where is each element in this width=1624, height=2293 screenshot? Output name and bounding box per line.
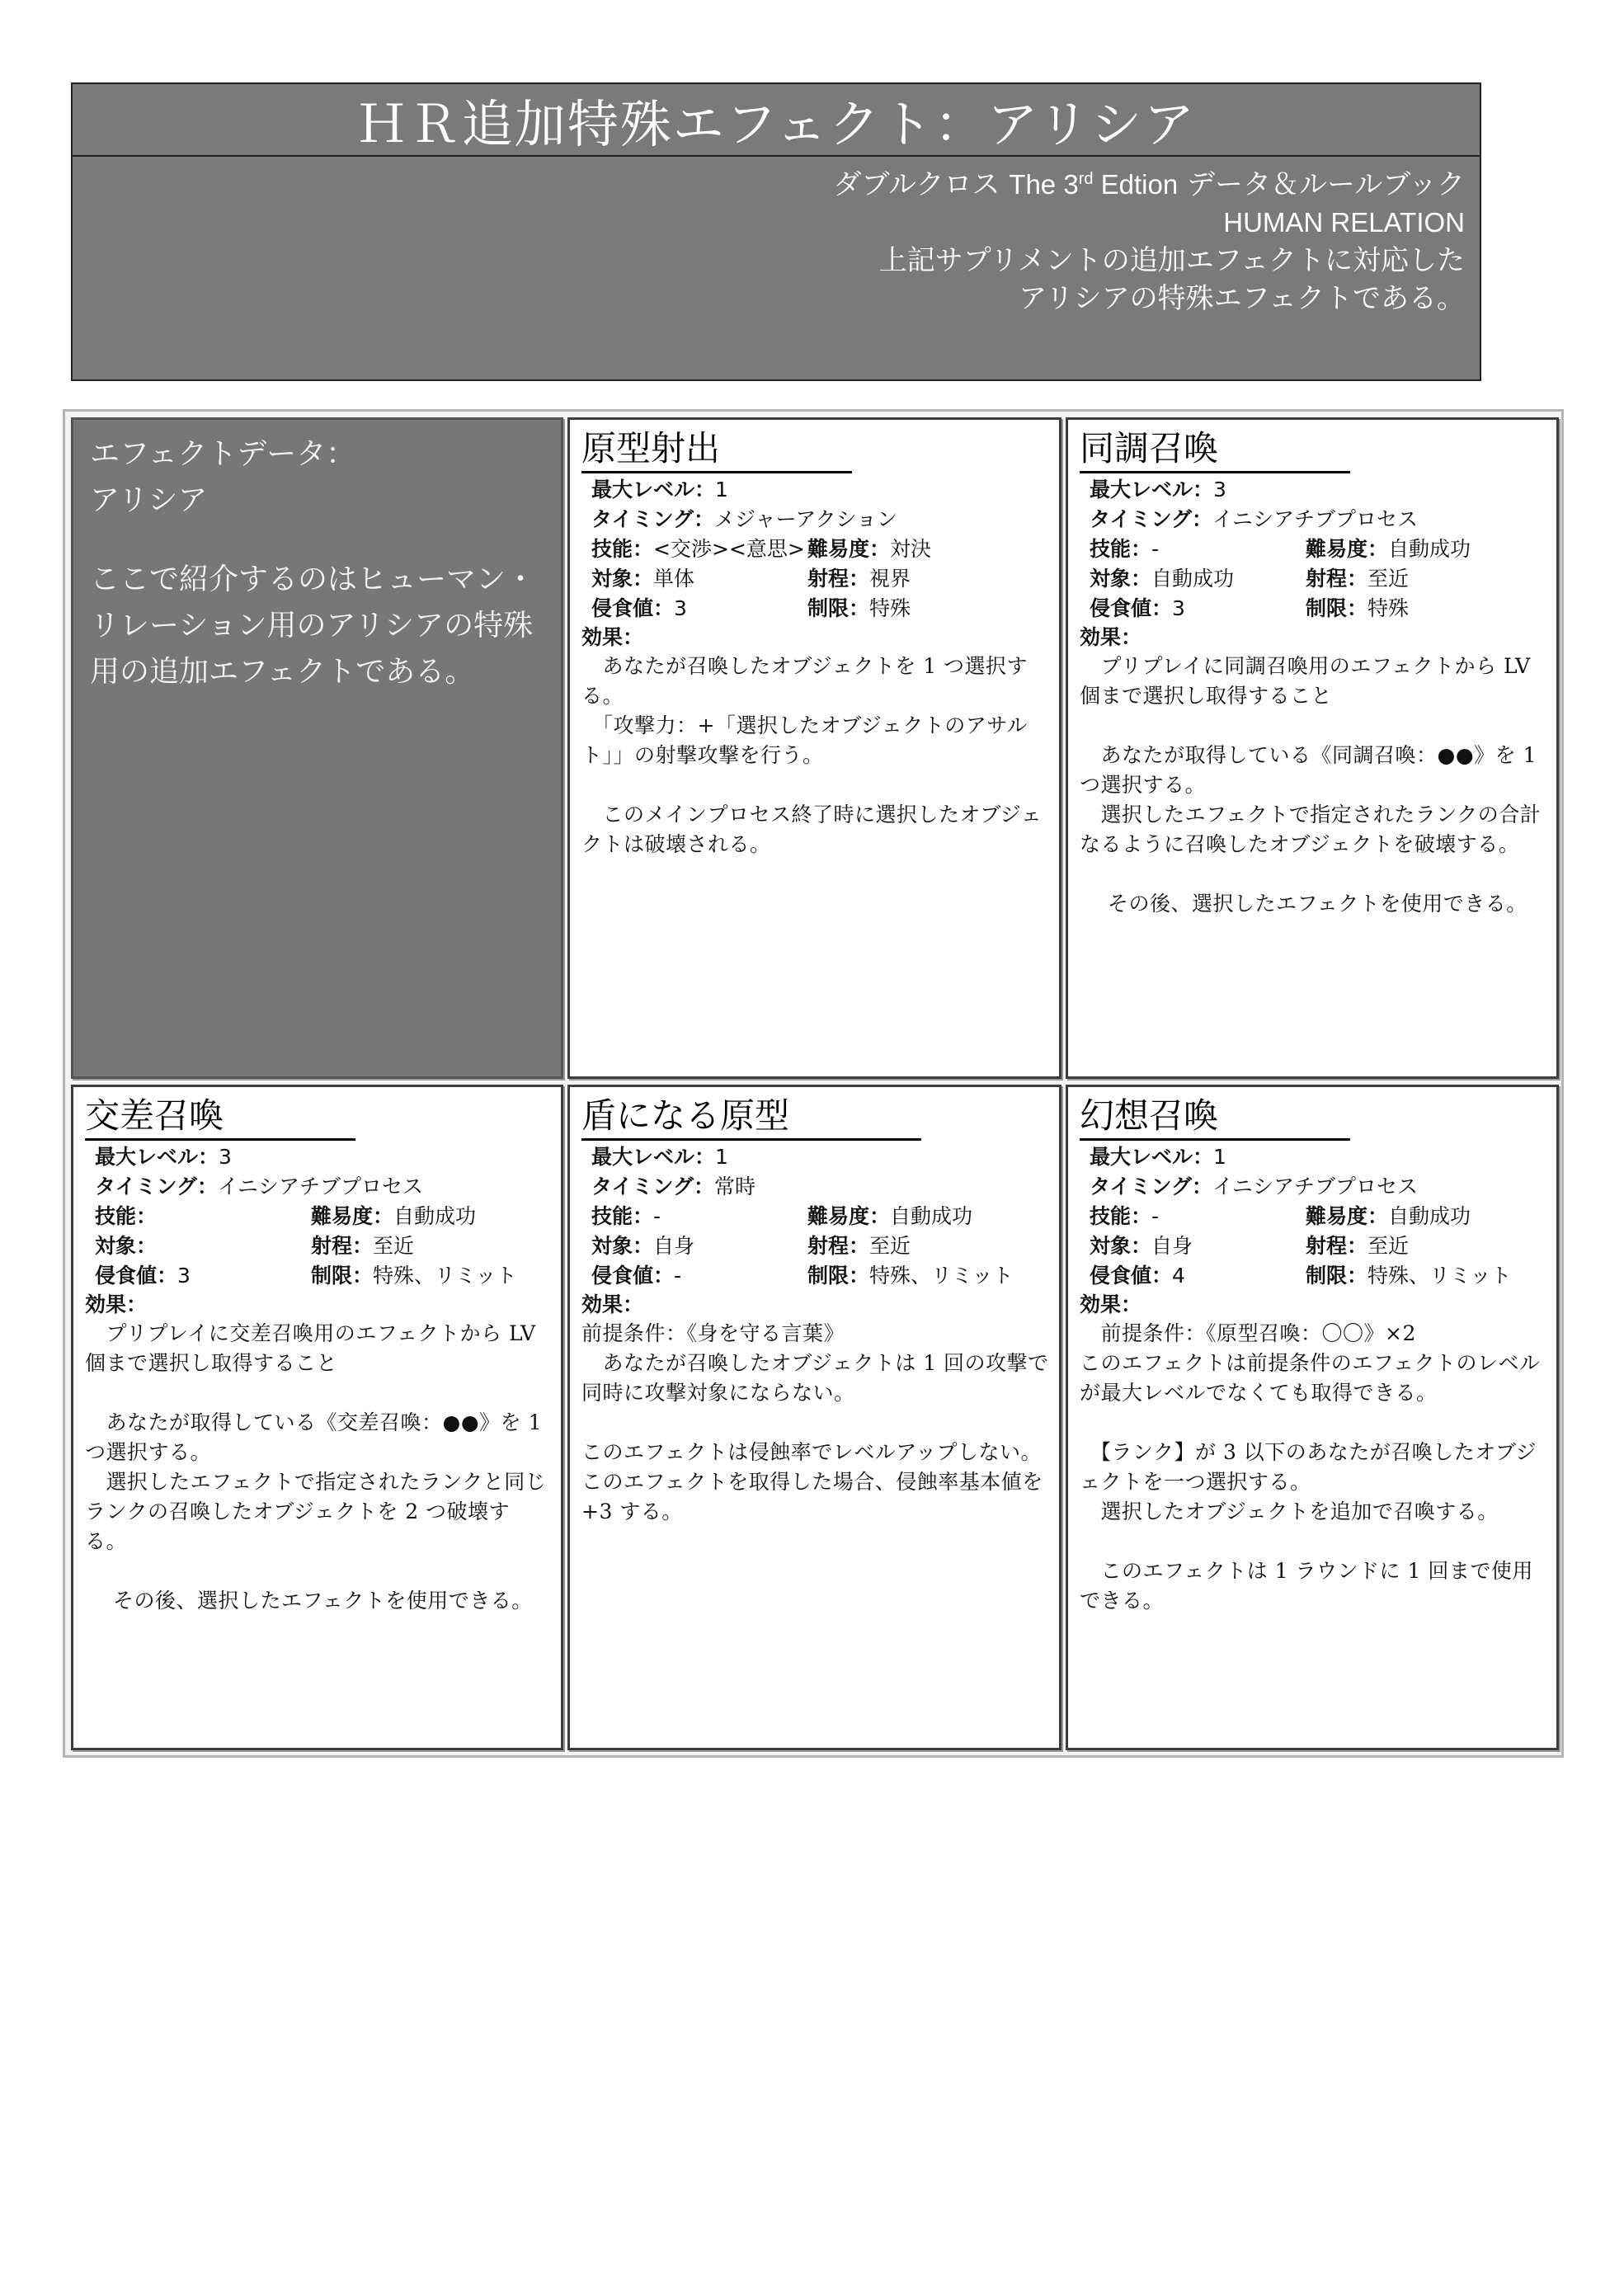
page-title: ＨＲ追加特殊エフェクト：アリシア — [355, 93, 1197, 154]
effect-description — [1080, 652, 1546, 919]
stat-range: 射程：至近 — [1306, 1234, 1410, 1258]
stat-max-level: 最大レベル：1 — [1090, 1145, 1226, 1169]
stat-limit: 制限：特殊、リミット — [807, 1264, 1014, 1288]
subtitle-game-name: ダブルクロス — [833, 168, 1000, 201]
intro-cell — [71, 417, 563, 1079]
intro-body: ここで紹介するのはヒューマン・リレーション用のアリシアの特殊用の追加エフェクトである。 — [90, 563, 536, 689]
stat-skill: 技能：- — [1090, 537, 1160, 561]
stat-range: 射程：至近 — [1306, 567, 1410, 591]
stat-timing: タイミング：メジャーアクション — [591, 507, 898, 531]
stat-erosion: 侵食値：3 — [1090, 596, 1185, 620]
card-stats — [1080, 1142, 1546, 1291]
stat-timing: タイミング：イニシアチブプロセス — [1090, 507, 1419, 531]
stat-timing: タイミング：イニシアチブプロセス — [95, 1175, 424, 1198]
stat-skill: 技能：- — [1090, 1204, 1160, 1228]
effect-card — [1066, 1085, 1559, 1750]
stat-range: 射程：視界 — [807, 567, 911, 591]
card-stats — [581, 475, 1049, 624]
paragraph-gap — [1080, 1527, 1546, 1556]
card-title: 同調召喚 — [1080, 426, 1350, 473]
stat-target: 対象： — [95, 1234, 158, 1258]
stat-max-level: 最大レベル：1 — [591, 1145, 728, 1169]
stat-limit: 制限：特殊、リミット — [311, 1264, 517, 1288]
paragraph-gap — [1080, 711, 1546, 741]
effect-paragraph: 選択したエフェクトで指定されたランクの合計なるように召喚したオブジェクトを破壊する。 — [1080, 803, 1542, 856]
effect-paragraph: このメインプロセス終了時に選択したオブジェクトは破壊される。 — [581, 803, 1043, 856]
card-stats — [1080, 475, 1546, 624]
paragraph-gap — [1080, 859, 1546, 889]
paragraph-gap — [1080, 1408, 1546, 1438]
effect-label: 効果： — [581, 625, 644, 649]
effect-paragraph: あなたが取得している《同調召喚：●●》を 1 つ選択する。 — [1080, 743, 1537, 797]
stat-limit: 制限：特殊、リミット — [1306, 1264, 1512, 1288]
effect-paragraph: このエフェクトは 1 ラウンドに 1 回まで使用できる。 — [1080, 1559, 1533, 1613]
effect-description — [581, 1319, 1049, 1527]
stat-max-level: 最大レベル：3 — [95, 1145, 232, 1169]
stat-difficulty: 難易度：自動成功 — [311, 1204, 477, 1228]
stat-range: 射程：至近 — [807, 1234, 911, 1258]
stat-skill: 技能： — [95, 1204, 158, 1228]
stat-target: 対象：自身 — [1090, 1234, 1193, 1258]
effect-paragraph: あなたが召喚したオブジェクトは 1 回の攻撃で同時に攻撃対象にならない。 — [581, 1351, 1049, 1405]
effect-label: 効果： — [85, 1292, 148, 1316]
effect-label: 効果： — [1080, 1292, 1142, 1316]
header-box — [71, 82, 1481, 381]
effect-card — [71, 1085, 563, 1750]
stat-timing: タイミング：常時 — [591, 1175, 756, 1198]
card-title: 交差召喚 — [85, 1094, 355, 1141]
stat-timing: タイミング：イニシアチブプロセス — [1090, 1175, 1419, 1198]
effect-paragraph: 前提条件：《身を守る言葉》 — [581, 1321, 845, 1345]
effect-paragraph: 「攻撃力：+「選択したオブジェクトのアサルト」」の射撃攻撃を行う。 — [581, 713, 1028, 767]
effect-description — [581, 652, 1049, 859]
subtitle-line-1 — [834, 160, 1465, 204]
card-title: 盾になる原型 — [581, 1094, 921, 1141]
effect-description — [85, 1319, 551, 1616]
effect-paragraph: プリプレイに交差召喚用のエフェクトから LV 個まで選択し取得すること — [85, 1321, 536, 1375]
paragraph-gap — [581, 770, 1049, 800]
paragraph-gap — [581, 1408, 1049, 1438]
stat-target: 対象：自身 — [591, 1234, 695, 1258]
effect-paragraph: このエフェクトは侵蝕率でレベルアップしない。このエフェクトを取得した場合、侵蝕率基本値を+3 する。 — [581, 1440, 1043, 1523]
effect-paragraph: あなたが取得している《交差召喚：●●》を 1 つ選択する。 — [85, 1410, 542, 1464]
effect-description — [1080, 1319, 1546, 1616]
title-row — [73, 84, 1480, 157]
stat-erosion: 侵食値：4 — [1090, 1264, 1185, 1288]
stat-erosion: 侵食値：- — [591, 1264, 682, 1288]
stat-skill: 技能：- — [591, 1204, 661, 1228]
effect-card — [567, 1085, 1061, 1750]
stat-limit: 制限：特殊 — [807, 596, 911, 620]
subtitle-line-4: アリシアの特殊エフェクトである。 — [1019, 282, 1465, 315]
effect-paragraph: 選択したエフェクトで指定されたランクと同じランクの召喚したオブジェクトを 2 つ破壊する。 — [85, 1470, 547, 1553]
stat-target: 対象：単体 — [591, 567, 695, 591]
stat-difficulty: 難易度：自動成功 — [1306, 1204, 1471, 1228]
stat-target: 対象：自動成功 — [1090, 567, 1235, 591]
effect-paragraph: このエフェクトは前提条件のエフェクトのレベルが最大レベルでなくても取得できる。 — [1080, 1351, 1541, 1405]
stat-max-level: 最大レベル：1 — [591, 478, 728, 501]
stat-difficulty: 難易度：自動成功 — [807, 1204, 973, 1228]
effect-card — [1066, 417, 1559, 1079]
effect-label: 効果： — [581, 1292, 644, 1316]
effect-paragraph: その後、選択したエフェクトを使用できる。 — [85, 1589, 533, 1613]
effect-paragraph: あなたが召喚したオブジェクトを 1 つ選択する。 — [581, 654, 1029, 708]
card-stats — [85, 1142, 551, 1291]
paragraph-gap — [85, 1378, 551, 1408]
subtitle-line-2: HUMAN RELATION — [1223, 207, 1465, 238]
effect-grid — [63, 409, 1564, 1758]
effect-paragraph: 【ランク】が 3 以下のあなたが召喚したオブジェクトを一つ選択する。 — [1080, 1440, 1537, 1494]
intro-text — [85, 426, 551, 700]
effect-card — [567, 417, 1061, 1079]
paragraph-gap — [85, 1556, 551, 1586]
card-stats — [581, 1142, 1049, 1291]
stat-limit: 制限：特殊 — [1306, 596, 1410, 620]
card-title: 原型射出 — [581, 426, 852, 473]
stat-difficulty: 難易度：自動成功 — [1306, 537, 1471, 561]
subtitle-book-name: データ＆ルールブック — [1187, 168, 1465, 201]
intro-subheading: アリシア — [90, 483, 208, 517]
header-subtitle — [834, 160, 1465, 318]
stat-erosion: 侵食値：3 — [591, 596, 687, 620]
stat-range: 射程：至近 — [311, 1234, 415, 1258]
effect-paragraph: 選択したオブジェクトを追加で召喚する。 — [1080, 1500, 1499, 1523]
effect-label: 効果： — [1080, 625, 1142, 649]
card-title: 幻想召喚 — [1080, 1094, 1350, 1141]
effect-paragraph: その後、選択したエフェクトを使用できる。 — [1080, 892, 1528, 916]
subtitle-line-3: 上記サプリメントの追加エフェクトに対応した — [878, 244, 1465, 277]
stat-erosion: 侵食値：3 — [95, 1264, 191, 1288]
stat-difficulty: 難易度：対決 — [807, 537, 932, 561]
intro-heading: エフェクトデータ： — [90, 437, 356, 471]
effect-paragraph: 前提条件：《原型召喚：〇〇》×2 — [1080, 1321, 1416, 1345]
stat-max-level: 最大レベル：3 — [1090, 478, 1226, 501]
stat-skill: 技能：<交渉><意思> — [591, 537, 805, 561]
subtitle-edition: The 3rd Edtion — [1009, 169, 1179, 200]
effect-paragraph: プリプレイに同調召喚用のエフェクトから LV 個まで選択し取得すること — [1080, 654, 1531, 708]
